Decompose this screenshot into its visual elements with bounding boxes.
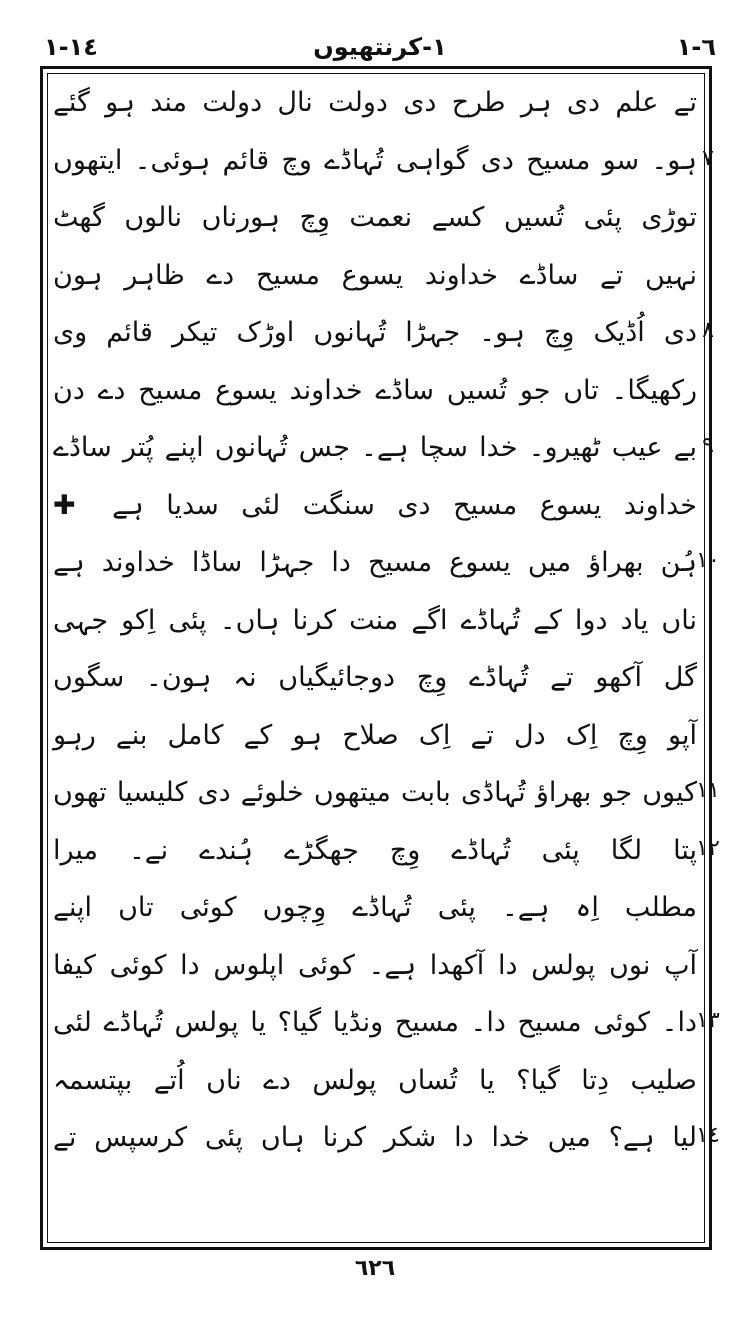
text-line: نہیں تے ساڈے خداوند یسوع مسیح دے ظاہر ہون [53,259,697,291]
text-line: آپ نوں پولس دا آکھدا ہے۔ کوئی اپلوس دا کوئی کیفا [53,949,697,981]
verse-number: ١٤ [696,1123,720,1148]
verse-number: ١٣ [696,1008,720,1033]
verse-number: ٩ [702,433,714,458]
text-line: بے عیب ٹھیرو۔ خدا سچا ہے۔ جس تُہانوں اپنے پُتر ساڈے [53,432,697,463]
text-line: لیا ہے؟ میں خدا دا شکر کرنا ہاں پئی کرسپس تے [53,1122,697,1153]
text-line: تے علم دی ہر طرح دی دولت نال دولت مند ہو گئے [53,87,697,118]
text-line: دا۔ کوئی مسیح دا۔ مسیح ونڈیا گیا؟ یا پولس تُہاڈے لئی [53,1007,697,1038]
text-line: خداوند یسوع مسیح دی سنگت لئی سدیا ہے ✚ [53,489,697,521]
verse-number: ١١ [696,778,720,803]
text-line: گل آکھو تے تُہاڈے وِچ دوجائیگیاں نہ ہون۔ سگوں [53,662,697,693]
header-book-title: ١-کرنتھیوں [313,33,447,61]
header-verse-range-end: ١٤-١ [44,33,98,61]
verse-number: ١٢ [696,835,720,861]
header-verse-range-start: ٦-١ [676,33,716,61]
body-text [43,69,709,1247]
text-line: توڑی پئی تُسیں کسے نعمت وِچ ہورناں نالوں گھٹ [53,202,697,233]
text-line: رکھیگا۔ تاں جو تُسیں ساڈے خداوند یسوع مسیح دے دن [53,374,697,406]
text-line: پتا لگا پئی تُہاڈے وِچ جھگڑے ہُندے نے۔ میرا [53,834,697,866]
verse-number: ٨ [702,318,714,343]
verse-number: ١٠ [696,548,720,573]
text-line: دی اُڈیک وِچ ہو۔ جہڑا تُہانوں اوڑک تیکر قائم وی [53,317,697,348]
text-line: صلیب دِتا گیا؟ یا تُساں پولس دے ناں اُتے بپتسمہ [53,1064,697,1096]
text-frame [40,66,712,1250]
text-line: مطلب اِہ ہے۔ پئی تُہاڈے وِچوں کوئی تاں اپنے [53,892,697,923]
text-line: ہو۔ سو مسیح دی گواہی تُہاڈے وچ قائم ہوئی۔ ایتھوں [53,144,697,176]
text-line: ناں یاد دوا کے تُہاڈے اگے منت کرنا ہاں۔ پئی اِکو جہی [53,604,697,636]
text-line: آپو وِچ اِک دل تے اِک صلاح ہو کے کامل بنے رہو [53,719,697,751]
running-header [40,30,720,64]
page-number: ٦٢٦ [354,1256,396,1281]
verse-number: ٧ [702,145,714,171]
text-line: کیوں جو بھراؤ تُہاڈی بابت میتھوں خلوئے دی کلیسیا تھوں [53,777,697,808]
text-line: ہُن بھراؤ میں یسوع مسیح دا جہڑا ساڈا خداوند ہے [53,547,697,578]
